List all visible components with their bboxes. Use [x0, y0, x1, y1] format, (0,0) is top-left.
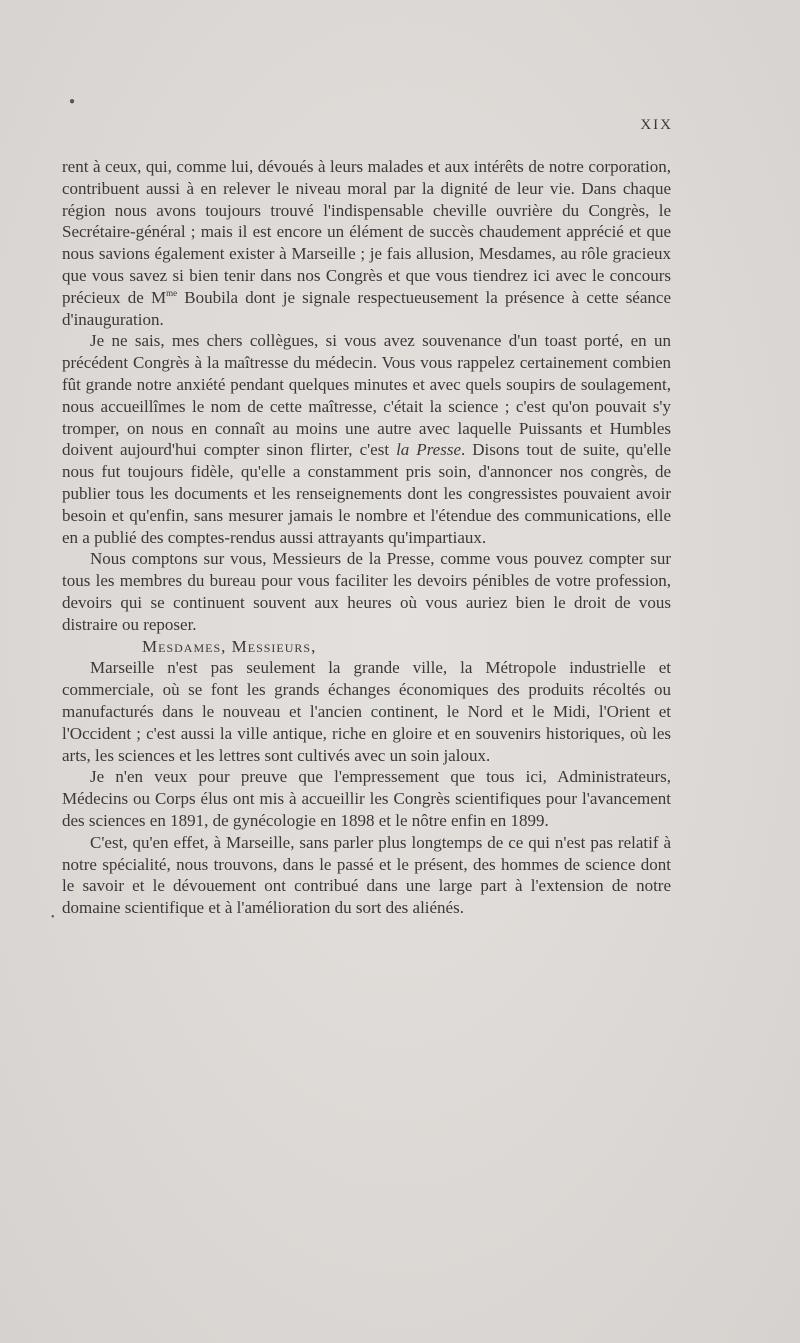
italic-title: la Presse: [396, 440, 462, 460]
paragraph-4: Marseille n'est pas seulement la grande ville, la Métropole industrielle et commerciale, où se font les grands échanges économiques des produits récoltés ou manufacturés dans le nouveau et l'ancien continent, le Nord et le Midi, l'Orient et l'Occident ; c'est aussi la ville antique, riche en gloire et en souvenirs historiques, où les arts, les sciences et les lettres sont cultivés avec un soin jaloux.: [62, 658, 671, 765]
ink-speck: •: [51, 912, 55, 923]
superscript-abbrev: me: [166, 287, 178, 298]
paragraph-3: Nous comptons sur vous, Messieurs de la Presse, comme vous pouvez compter sur tous les membres du bureau pour vous faciliter les devoirs pénibles de votre profession, devoirs qui se continuent souvent aux heures où vous auriez bien le droit de vous distraire ou reposer.: [62, 549, 671, 634]
page-number: XIX: [640, 117, 673, 133]
paragraph-5: Je n'en veux pour preuve que l'empressement que tous ici, Administrateurs, Médecins ou Corps élus ont mis à accueillir les Congrès scientifiques pour l'avancement des sciences en 1891, de gynécologie en 1898 et le nôtre enfin en 1899.: [62, 767, 671, 830]
paragraph-6: C'est, qu'en effet, à Marseille, sans parler plus longtemps de ce qui n'est pas relatif à notre spécialité, nous trouvons, dans le passé et le présent, des hommes de science dont le savoir et le dévouement ont contribué dans une large part à l'extension de notre domaine scientifique et à l'amélioration du sort des aliénés.: [62, 832, 671, 918]
paragraph-1: rent à ceux, qui, comme lui, dévoués à leurs malades et aux intérêts de notre corporation, contribuent aussi à en relever le niveau moral par la dignité de leur vie. Dans chaque région nous avons toujours trouvé l'indispensable cheville ouvrière du Congrès, le Secrétaire-général ; mais il est encore un élément de succès chaudement apprécié et que nous savions également exister à Marseille ; je fais allusion, Mesdames, au rôle gracieux que vous savez si bien tenir dans nos Congrès et que vous tiendrez ici avec le concours précieux de $M^{me}$ Boubila dont je signale respectueusement la présence à cette séance d'inauguration.: [62, 157, 671, 329]
body-text: [62, 156, 671, 919]
ink-speck: ●: [69, 96, 76, 107]
section-heading: Mesdames, Messieurs,: [142, 636, 317, 656]
paragraph-2: Je ne sais, mes chers collègues, si vous avez souvenance d'un toast porté, en un précédent Congrès à la maîtresse du médecin. Vous vous rappelez certainement combien fût grande notre anxiété pendant quelques minutes et avec quels soupirs de soulagement, nous accueillîmes le nom de cette maîtresse, c'était la science ; c'est qu'on pouvait s'y tromper, on nous en connaît au moins une autre avec laquelle Puissants et Humbles doivent aujourd'hui compter sinon flirter, c'est la Presse. Disons tout de suite, qu'elle nous fut toujours fidèle, qu'elle a constamment pris soin, d'annoncer nos congrès, de publier tous les documents et les renseignements dont les congressistes pouvaient avoir besoin et qu'enfin, sans mesurer jamais le nombre et l'étendue des communications, elle en a publié des comptes-rendus aussi attrayants qu'impartiaux.: [62, 331, 671, 547]
